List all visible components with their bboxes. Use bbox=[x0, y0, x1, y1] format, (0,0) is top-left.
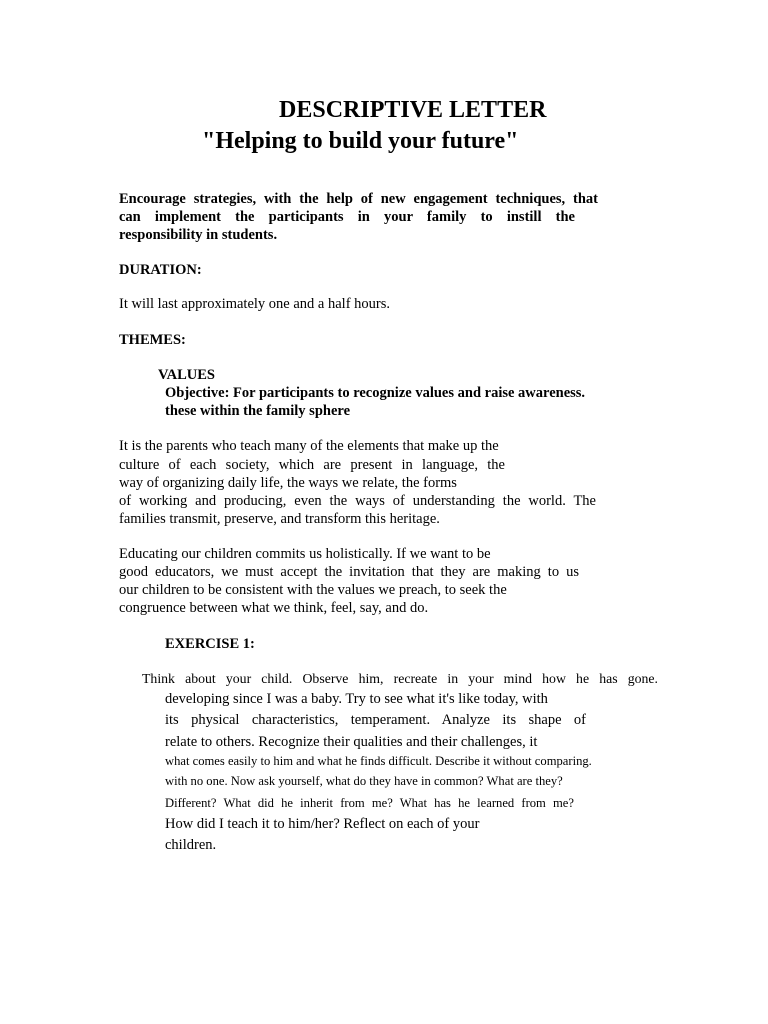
objective-line: Objective: For participants to recognize values and raise awareness. bbox=[165, 385, 586, 401]
paragraph-line: our children to be consistent with the values we preach, to seek the bbox=[119, 582, 507, 598]
exercise-line: with no one. Now ask yourself, what do they have in common? What are they? bbox=[165, 774, 563, 788]
paragraph-line: congruence between what we think, feel, say, and do. bbox=[119, 600, 429, 616]
paragraph-line: way of organizing daily life, the ways we relate, the forms bbox=[119, 475, 457, 491]
duration-heading: DURATION: bbox=[119, 262, 202, 278]
exercise-line: what comes easily to him and what he finds difficult. Describe it without comparing. bbox=[165, 754, 592, 768]
objective-line: these within the family sphere bbox=[165, 403, 351, 419]
exercise-heading: EXERCISE 1: bbox=[165, 636, 255, 652]
intro-line: Encourage strategies, with the help of new engagement techniques, that bbox=[119, 191, 598, 207]
intro-line: responsibility in students. bbox=[119, 227, 278, 243]
exercise-line: children. bbox=[165, 837, 217, 853]
themes-heading: THEMES: bbox=[119, 332, 186, 348]
duration-text: It will last approximately one and a half hours. bbox=[119, 296, 390, 312]
intro-line: can implement the participants in your family to instill the bbox=[119, 209, 575, 225]
values-label: VALUES bbox=[158, 367, 215, 383]
paragraph-line: of working and producing, even the ways of understanding the world. The bbox=[119, 493, 596, 509]
paragraph-line: good educators, we must accept the invitation that they are making to us bbox=[119, 564, 579, 580]
exercise-line: relate to others. Recognize their qualities and their challenges, it bbox=[165, 734, 538, 750]
paragraph-line: culture of each society, which are present in language, the bbox=[119, 457, 505, 473]
paragraph-line: Educating our children commits us holistically. If we want to be bbox=[119, 546, 491, 562]
paragraph-line: It is the parents who teach many of the elements that make up the bbox=[119, 438, 499, 454]
exercise-line: How did I teach it to him/her? Reflect on each of your bbox=[165, 816, 480, 832]
document-title: DESCRIPTIVE LETTER bbox=[279, 97, 547, 123]
exercise-line: its physical characteristics, temperament. Analyze its shape of bbox=[165, 712, 586, 728]
paragraph-line: families transmit, preserve, and transform this heritage. bbox=[119, 511, 440, 527]
exercise-line: developing since I was a baby. Try to see what it's like today, with bbox=[165, 691, 548, 707]
exercise-line: Think about your child. Observe him, recreate in your mind how he has gone. bbox=[142, 671, 658, 686]
document-subtitle: "Helping to build your future" bbox=[202, 128, 519, 154]
exercise-line: Different? What did he inherit from me? What has he learned from me? bbox=[165, 796, 574, 810]
